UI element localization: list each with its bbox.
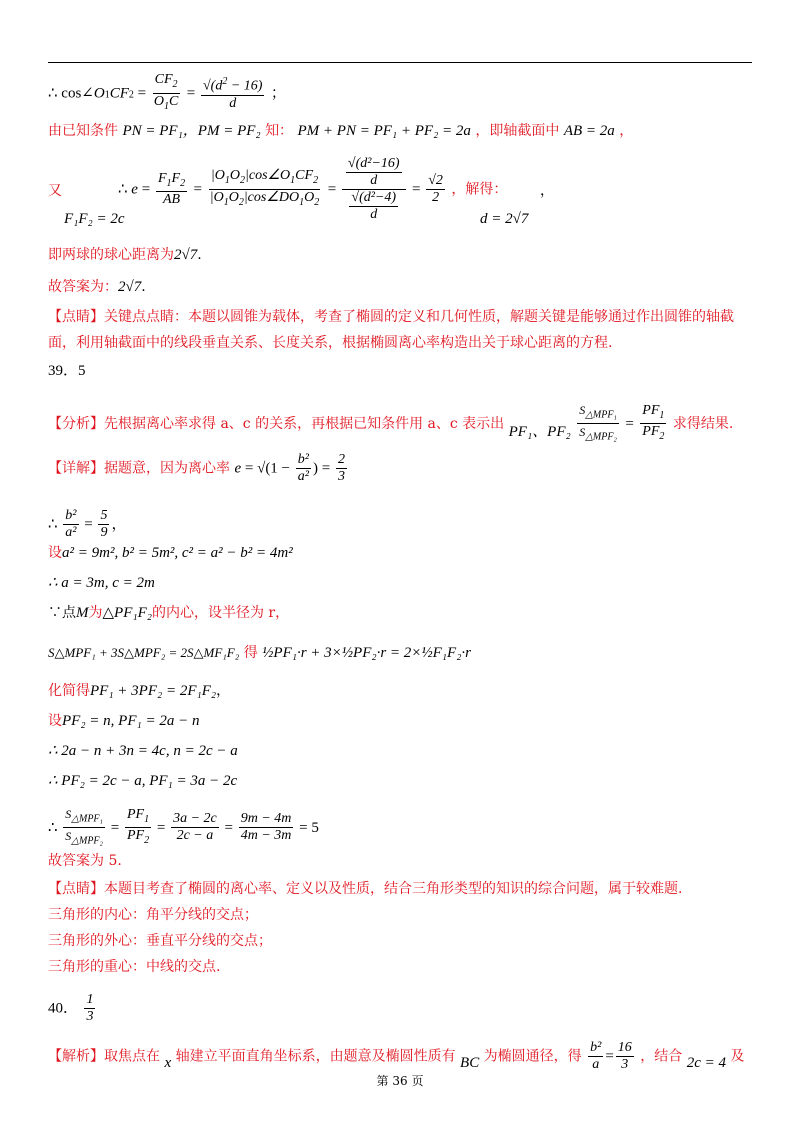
solution-40: 【解析】取焦点在 x 轴建立平面直角坐标系，由题意及椭圆性质有 BC 为椭圆通径，得 $\frac{\text{b²}}{a}$ = $\frac{16}{3}$ ，结合 2c = 4 及	[48, 1040, 745, 1072]
d-result: d = 2√7	[480, 211, 529, 227]
incenter-def: 三角形的内心：角平分线的交点；	[48, 907, 258, 923]
set-pf: 设PF₂ = n, PF₁ = 2a − n	[48, 713, 200, 729]
eq-cos: ∴ cos∠O1CF2 = $\frac{CF_2}{O_1C}$ = $\frac{√(d^2 - 16)}{d}$ ；	[48, 72, 286, 112]
incenter-line: ∵点M为△PF₁F₂的内心，设半径为 r，	[48, 605, 290, 621]
f1f2-eq: F₁F₂ = 2c	[64, 211, 125, 227]
area-eq: S△MPF₁ + 3S△MPF₂ = 2S△MF₁F₂ 得 ½PF₁·r + 3×½PF₂·r = 2×½F₁F₂·r	[48, 645, 471, 661]
ratio-eq: ∴ $\frac{S_{\triangle MPF_1}}{S_{\triangle MPF_2}}$ = $\frac{PF_1}{PF_2}$ = $\frac{3a - 2c}{2c - a}$ = $\frac{9m - 4m}{4m - 3m}$ = 5	[48, 806, 319, 847]
answer-38: 故答案为：2√7.	[48, 279, 146, 295]
comment-line-2: 面，利用轴截面中的线段垂直关系、长度关系，根据椭圆离心率构造出关于球心距离的方程.	[48, 335, 613, 351]
analysis-39: 【分析】先根据离心率求得 a、c 的关系，再根据已知条件用 a、c 表示出 PF₁、PF₂ $\frac{S_{\triangle MPF_1}}{S_{\triangle MPF_2}}$ = $\frac{PF_1}{PF_2}$ 求得结果.	[48, 402, 734, 443]
comma: ，	[540, 183, 554, 199]
eq-a-c: ∴ a = 3m, c = 2m	[48, 575, 155, 591]
detail-39: 【详解】据题意，因为离心率 e = √(1 − $\frac{\text{b²}}{\text{a²}}$ ) = $\frac{2}{3}$	[48, 452, 345, 484]
comment-39: 【点睛】本题目考查了椭圆的离心率、定义以及性质，结合三角形类型的知识的综合问题，属于较难题.	[48, 881, 683, 897]
known-condition-line: 由已知条件 PN = PF₁，PM = PF₂ 知： PM + PN = PF₁ + PF₂ = 2a ，即轴截面中 AB = 2a ，	[48, 123, 634, 139]
page-number: 第 36 页	[376, 1074, 424, 1088]
centroid-def: 三角形的重心：中线的交点.	[48, 959, 221, 975]
comment-line-1: 【点睛】关键点点睛：本题以圆锥为载体，考查了椭圆的定义和几何性质，解题关键是能够通过作出圆锥的轴截	[48, 309, 734, 325]
set-a2: 设a² = 9m², b² = 5m², c² = a² − b² = 4m²	[48, 545, 293, 561]
eq-b2-a2: ∴ $\frac{\text{b²}}{\text{a²}}$ = $\frac{5}{9}$ ，	[48, 508, 127, 540]
eccentricity-eq: ∴ e = $\frac{F_1F_2}{AB}$ = $\frac{|O_1O_2|\cos\angle O_1CF_2}{|O_1O_2|\cos\angle DO_1O_2}$ = $\frac{\frac{\text{√(d²−16)}}{d}}{\frac{\text{√(d²−4)}}{d}}$ = $\frac{√2}{2}$ ，解得：	[118, 156, 508, 222]
circumcenter-def: 三角形的外心：垂直平分线的交点；	[48, 933, 272, 949]
eq-n: ∴ 2a − n + 3n = 4c, n = 2c − a	[48, 743, 238, 759]
answer-39: 故答案为 5.	[48, 853, 122, 869]
question-40-answer: 40． $\frac{1}{3}$	[48, 992, 94, 1024]
eq-pf: ∴ PF₂ = 2c − a, PF₁ = 3a − 2c	[48, 773, 238, 789]
distance-line: 即两球的球心距离为2√7.	[48, 247, 202, 263]
simplify-line: 化简得PF₁ + 3PF₂ = 2F₁F₂，	[48, 683, 231, 699]
question-39-answer: 39．5	[48, 363, 86, 379]
also-label: 又	[48, 183, 62, 199]
header-rule	[48, 62, 752, 63]
